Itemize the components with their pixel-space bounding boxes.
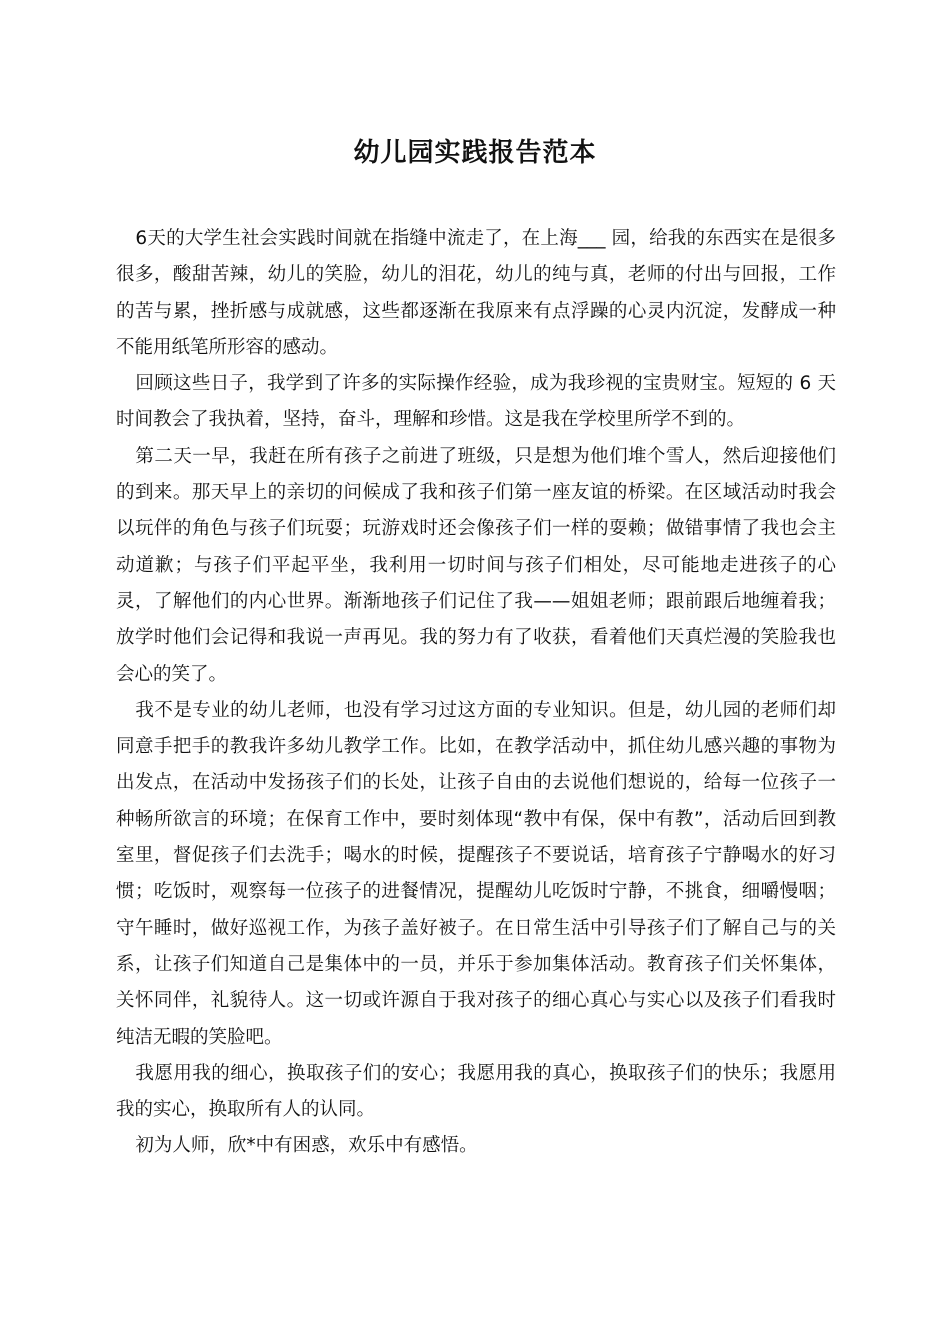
paragraph-5: 我愿用我的细心，换取孩子们的安心；我愿用我的真心，换取孩子们的快乐；我愿用我的实心，换取所有人的认同。 xyxy=(116,1062,836,1121)
paragraph-2: 回顾这些日子，我学到了许多的实际操作经验，成为我珍视的宝贵财宝。短短的 6 天时间教会了我执着，坚持，奋斗，理解和珍惜。这是我在学校里所学不到的。 xyxy=(116,373,836,431)
paragraph-4: 我不是专业的幼儿老师，也没有学习过这方面的专业知识。但是，幼儿园的老师们却同意手把手的教我许多幼儿教学工作。比如，在教学活动中，抓住幼儿感兴趣的事物为出发点，在活动中发扬孩子们的长处，让孩子自由的去说他们想说的，给每一位孩子一种畅所欲言的环境；在保育工作中，要时刻体现“教中有保，保中有教”，活动后回到教室里，督促孩子们去洗手；喝水的时候，提醒孩子不要说话，培育孩子宁静喝水的好习惯；吃饭时，观察每一位孩子的进餐情况，提醒幼儿吃饭时宁静，不挑食，细嚼慢咽；守午睡时，做好巡视工作，为孩子盖好被子。在日常生活中引导孩子们了解自己与的关系，让孩子们知道自己是集体中的一员，并乐于参加集体活动。教育孩子们关怀集体，关怀同伴，礼貌待人。这一切或许源自于我对孩子的细心真心与实心以及孩子们看我时纯洁无暇的笑脸吧。 xyxy=(116,699,836,1048)
paragraph-6: 初为人师，欣*中有困惑，欢乐中有感悟。 xyxy=(135,1135,478,1157)
paragraph-1: 6天的大学生社会实践时间就在指缝中流走了，在上海___ 园，给我的东西实在是很多很多，酸甜苦辣，幼儿的笑脸，幼儿的泪花，幼儿的纯与真，老师的付出与回报，工作的苦与累，挫折感与成就感，这些都逐渐在我原来有点浮躁的心灵内沉淀，发酵成一种不能用纸笔所形容的感动。 xyxy=(116,228,836,358)
document-body xyxy=(116,221,836,1165)
paragraph-3: 第二天一早，我赶在所有孩子之前进了班级，只是想为他们堆个雪人，然后迎接他们的到来。那天早上的亲切的问候成了我和孩子们第一座友谊的桥梁。在区域活动时我会以玩伴的角色与孩子们玩耍；玩游戏时还会像孩子们一样的耍赖；做错事情了我也会主动道歉；与孩子们平起平坐，我利用一切时间与孩子们相处，尽可能地走进孩子的心灵，了解他们的内心世界。渐渐地孩子们记住了我——姐姐老师；跟前跟后地缠着我；放学时他们会记得和我说一声再见。我的努力有了收获，看着他们天真烂漫的笑脸我也会心的笑了。 xyxy=(116,445,836,685)
document-title: 幼儿园实践报告范本 xyxy=(353,138,597,168)
